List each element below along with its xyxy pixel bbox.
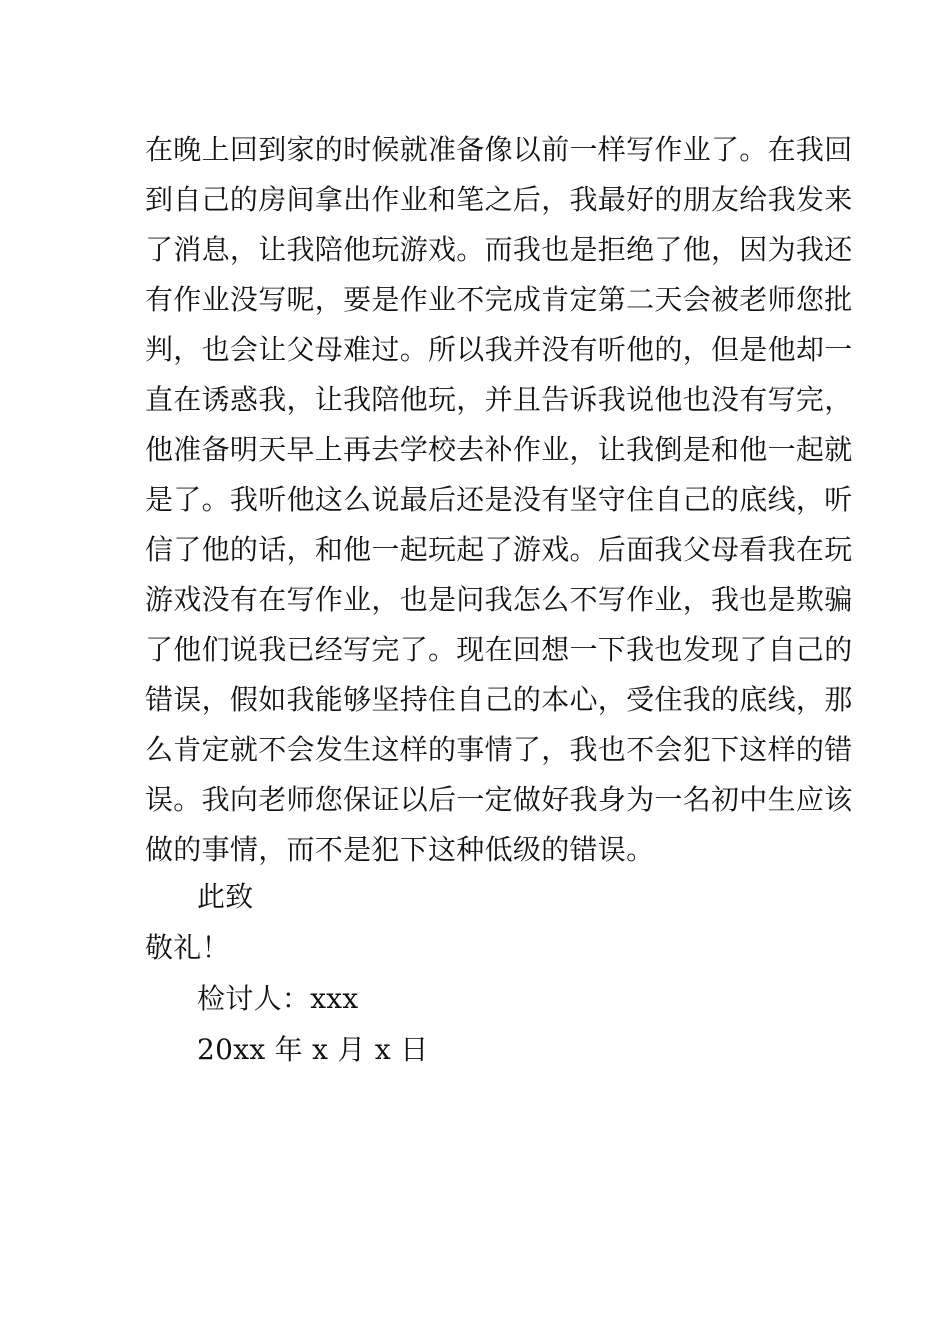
body-line: 错误，假如我能够坚持住自己的本心，受住我的底线，那 bbox=[145, 683, 853, 716]
body-line: 在晚上回到家的时候就准备像以前一样写作业了。在我回 bbox=[145, 133, 853, 166]
body-line: 信了他的话，和他一起玩起了游戏。后面我父母看我在玩 bbox=[145, 533, 853, 566]
body-line: 么肯定就不会发生这样的事情了，我也不会犯下这样的错 bbox=[145, 733, 853, 766]
body-line: 做的事情，而不是犯下这种低级的错误。 bbox=[145, 833, 655, 866]
letter-closing bbox=[145, 871, 810, 1075]
body-line: 了他们说我已经写完了。现在回想一下我也发现了自己的 bbox=[145, 633, 853, 666]
body-line: 是了。我听他这么说最后还是没有坚守住自己的底线，听 bbox=[145, 483, 853, 516]
body-line: 游戏没有在写作业，也是问我怎么不写作业，我也是欺骗 bbox=[145, 583, 853, 616]
body-line: 了消息，让我陪他玩游戏。而我也是拒绝了他，因为我还 bbox=[145, 233, 853, 266]
closing-salutation: 此致 bbox=[197, 880, 254, 913]
closing-regards: 敬礼！ bbox=[145, 931, 230, 964]
body-line: 他准备明天早上再去学校去补作业，让我倒是和他一起就 bbox=[145, 433, 853, 466]
signer-line: 检讨人：xxx bbox=[197, 982, 359, 1015]
date-line: 20xx 年 x 月 x 日 bbox=[197, 1033, 429, 1066]
body-line: 判，也会让父母难过。所以我并没有听他的，但是他却一 bbox=[145, 333, 853, 366]
body-line: 直在诱惑我，让我陪他玩，并且告诉我说他也没有写完， bbox=[145, 383, 853, 416]
body-line: 有作业没写呢，要是作业不完成肯定第二天会被老师您批 bbox=[145, 283, 853, 316]
letter-body bbox=[145, 125, 853, 875]
body-line: 到自己的房间拿出作业和笔之后，我最好的朋友给我发来 bbox=[145, 183, 853, 216]
body-line: 误。我向老师您保证以后一定做好我身为一名初中生应该 bbox=[145, 783, 853, 816]
